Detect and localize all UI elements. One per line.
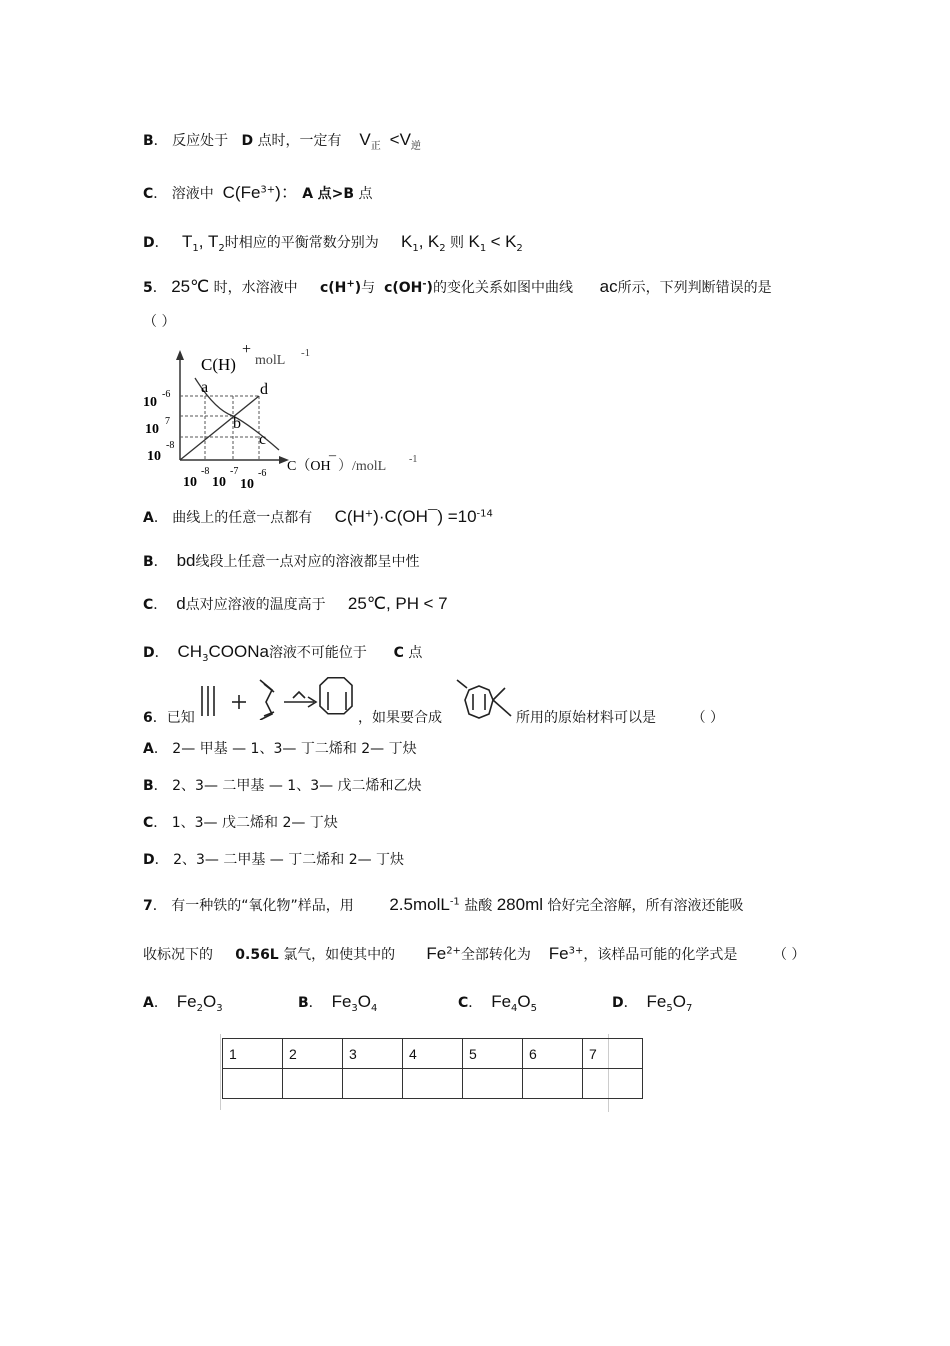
answer-cell[interactable] [403, 1069, 463, 1099]
stem-text: 时，水溶液中 [213, 280, 298, 296]
charge: 2+ [446, 945, 461, 957]
concentration: 2.5molL [389, 895, 450, 914]
answer-table-answer-row [223, 1069, 643, 1099]
y-tick: 10 [143, 395, 157, 410]
option-text: 2、3— 二甲基 — 丁二烯和 2— 丁炔 [173, 852, 405, 868]
x-tick: 10 [240, 477, 254, 492]
x-tick: 10 [212, 475, 226, 490]
answer-table [222, 1038, 643, 1099]
y-label: C(H) [201, 355, 236, 374]
option-text: 2、3— 二甲基 — 1、3— 戊二烯和乙炔 [172, 778, 422, 794]
q5-option-b: B． bd线段上任意一点对应的溶液都呈中性 [143, 551, 420, 570]
answer-table-header-row [223, 1039, 643, 1069]
y-axis-arrow-icon [176, 350, 184, 360]
formula-sub: 5 [530, 1002, 538, 1014]
q5-option-d: D． $CH_3COONa$溶液不可能位于 C 点 [143, 642, 423, 664]
y-tick-sup: -8 [166, 440, 175, 451]
formula-sub: 4 [511, 1002, 518, 1014]
charge: + [364, 508, 374, 520]
formula-sub: 2 [196, 1002, 203, 1014]
answer-cell[interactable] [343, 1069, 403, 1099]
t-subscript: 2 [218, 242, 225, 254]
formula: Fe [331, 992, 352, 1011]
option-letter: D [143, 235, 155, 251]
point-label: D [241, 133, 254, 149]
table-frame-left [220, 1034, 221, 1110]
x-tick-sup: -8 [201, 466, 210, 477]
stem-text: 所用的原始材料可以是 [516, 710, 656, 726]
stem-text: 已知 [166, 710, 195, 726]
k-subscript: 2 [439, 242, 446, 254]
answer-number: 5 [463, 1039, 523, 1069]
q5-answer-paren: （ ） [143, 314, 176, 330]
option-text: 溶液不可能位于 [268, 645, 367, 661]
temperature: 25 [171, 277, 191, 296]
option-text: 溶液中 [171, 186, 214, 202]
option-letter: B [298, 995, 309, 1011]
q7-option-a: A． $Fe_2O_3$ [143, 992, 223, 1014]
q6-option-d: D． 2、3— 二甲基 — 丁二烯和 2— 丁炔 [143, 852, 405, 868]
option-letter: A [143, 995, 154, 1011]
answer-number: 2 [283, 1039, 343, 1069]
stem-text: 盐酸 [464, 898, 493, 914]
answer-cell[interactable] [283, 1069, 343, 1099]
t-subscript: 1 [192, 242, 199, 254]
k-symbol: K [468, 232, 480, 251]
point-label: A [302, 186, 314, 202]
point-label-d: d [260, 381, 268, 398]
formula: O [202, 992, 217, 1011]
point-label: d [176, 594, 186, 613]
t-symbol: T [207, 232, 219, 251]
q4-option-c: C． 溶液中 $C(Fe^{3+})$： A 点>B 点 [143, 183, 373, 202]
comma: , [418, 232, 424, 251]
formula-sub: 7 [685, 1002, 693, 1014]
comma: , [198, 232, 204, 251]
compare: 点> [317, 186, 344, 202]
answer-number: 1 [223, 1039, 283, 1069]
conc-h: c(H [319, 280, 347, 296]
x-tick-sup: -6 [258, 468, 267, 479]
v-subscript: 正 [370, 140, 381, 152]
option-letter: B [143, 133, 154, 149]
k-symbol: K [400, 232, 413, 251]
k-symbol: K [505, 232, 517, 251]
x-unit-sup: -1 [409, 454, 418, 465]
question-number: 5 [143, 280, 153, 296]
q7-option-b: B． $Fe_3O_4$ [298, 992, 378, 1014]
answer-cell[interactable] [583, 1069, 643, 1099]
stem-text: 恰好完全溶解，所有溶液还能吸 [547, 898, 744, 914]
temperature: 25 [347, 594, 367, 613]
formula-sub: 3 [202, 652, 209, 664]
option-letter: D [143, 852, 155, 868]
q6-stem-start: 6．已知 [143, 710, 195, 726]
point-label: B [343, 186, 354, 202]
x-label: C（OH [287, 459, 331, 474]
x-tick-sup: -7 [230, 466, 239, 477]
formula: O [357, 992, 372, 1011]
y-unit-sup: -1 [301, 347, 311, 359]
k-subscript: 1 [479, 242, 487, 254]
option-letter: A [143, 741, 154, 757]
point-label-b: b [233, 415, 241, 432]
ion: Fe [426, 944, 447, 963]
answer-paren: （ ） [772, 947, 806, 963]
option-text: 曲线上的任意一点都有 [172, 510, 313, 526]
q6-option-b: B． 2、3— 二甲基 — 1、3— 戊二烯和乙炔 [143, 778, 422, 794]
v-subscript: 逆 [410, 140, 421, 152]
stem-text: 与 [361, 280, 376, 296]
q6-stem-mid: ，如果要合成 [358, 710, 442, 726]
exponent: -14 [476, 508, 493, 520]
question-number: 6 [143, 710, 153, 726]
expr: C(H [334, 507, 365, 526]
neutral-line-bd [180, 396, 259, 460]
y-tick-sup: -6 [162, 389, 171, 400]
q7-option-c: C． $Fe_4O_5$ [458, 992, 538, 1014]
stem-text: 的变化关系如图中曲线 [432, 280, 573, 296]
option-text: 点时，一定有 [257, 133, 342, 149]
formula: Fe [491, 992, 512, 1011]
formula: O [672, 992, 686, 1011]
volume: 280ml [496, 895, 544, 914]
option-letter: A [143, 510, 154, 526]
y-tick-sup: 7 [165, 416, 170, 427]
option-text: 点 [358, 186, 373, 202]
option-letter: C [143, 597, 154, 613]
y-unit: molL [255, 353, 286, 368]
q5-stem: 5． 25℃ 时，水溶液中 c(H+)与 c(OH-)的变化关系如图中曲线 ac所示，下列判断错误的是 [143, 277, 772, 296]
conc-oh: c(OH [384, 280, 423, 296]
option-letter: B [143, 554, 154, 570]
q5-graph [143, 340, 433, 492]
option-letter: C [143, 815, 154, 831]
charge: 3+ [260, 184, 276, 196]
option-text: 点 [408, 645, 423, 661]
answer-cell[interactable] [523, 1069, 583, 1099]
formula-sub: 5 [666, 1002, 673, 1014]
q7-stem-line1: 7． 有一种铁的“氧化物”样品，用 2.5molL$^{-1}$ 盐酸 280ml 恰好完全溶解，所有溶液还能吸 [143, 895, 744, 914]
option-text: 时相应的平衡常数分别为 [224, 235, 379, 251]
q6-stem-end [516, 708, 724, 728]
x-unit: ）/molL [338, 459, 387, 474]
formula-sub: 4 [371, 1002, 378, 1014]
point-label-c: c [259, 431, 267, 448]
y-tick: 10 [145, 422, 159, 437]
t-symbol: T [181, 232, 193, 251]
option-letter: C [143, 186, 154, 202]
q5-option-c: C． d点对应溶液的温度高于 25℃, PH < 7 [143, 594, 448, 613]
formula-sub: 3 [216, 1002, 223, 1014]
stem-text: 全部转化为 [460, 947, 531, 963]
stem-text: 有一种铁的“氧化物”样品，用 [171, 898, 354, 914]
target-product-structure [455, 678, 517, 722]
y-tick: 10 [147, 449, 161, 464]
answer-number: 7 [583, 1039, 643, 1069]
curve-label: ac [599, 277, 618, 296]
answer-paren: （ ） [691, 710, 725, 726]
stem-text: 所示，下列判断错误的是 [617, 280, 772, 296]
charge: + [346, 278, 355, 290]
option-text: 反应处于 [172, 133, 229, 149]
answer-number: 3 [343, 1039, 403, 1069]
option-letter: B [143, 778, 154, 794]
point-label-a: a [201, 379, 209, 396]
option-text: 线段上任意一点对应的溶液都呈中性 [195, 554, 420, 570]
k-symbol: K [427, 232, 440, 251]
paren-close: ) [426, 280, 433, 296]
ion: Fe [548, 944, 569, 963]
formula: Fe [646, 992, 667, 1011]
q7-stem-line2 [143, 944, 805, 965]
relation: < [490, 232, 501, 251]
x-tick: 10 [183, 475, 197, 490]
q4-option-d: D． $T_1$, $T_2$时相应的平衡常数分别为 $K_1$, $K_2$ 则 $K_1 < K_2$ [143, 232, 523, 254]
q7-option-d: D． $Fe_5O_7$ [612, 992, 693, 1014]
answer-cell[interactable] [223, 1069, 283, 1099]
q4-option-b: B． 反应处于 D 点时，一定有 $V_正 <V_逆$ [143, 130, 421, 152]
point-label: C [393, 645, 404, 661]
unit-exponent: -1 [449, 896, 460, 908]
stem-text: ，该样品可能的化学式是 [583, 947, 738, 963]
v-symbol: V [359, 130, 371, 149]
q6-option-c: C． 1、3— 戊二烯和 2— 丁炔 [143, 815, 338, 831]
segment-label: bd [176, 551, 196, 570]
ph-label: , PH [385, 594, 419, 613]
answer-number: 4 [403, 1039, 463, 1069]
formula: COONa [208, 642, 269, 661]
option-letter: C [458, 995, 469, 1011]
q5-option-a: A． 曲线上的任意一点都有 C(H+)·C(OH¯) $=10^{-14}$ [143, 507, 493, 526]
charge: - [422, 278, 427, 290]
paren-close: ) [354, 280, 362, 296]
degree: ℃ [190, 277, 210, 296]
degree: ℃ [366, 594, 386, 613]
question-number: 7 [143, 898, 153, 914]
answer-number: 6 [523, 1039, 583, 1069]
stem-text: 氯气，如使其中的 [283, 947, 396, 963]
relation: < 7 [423, 594, 448, 613]
charge: 3+ [568, 945, 584, 957]
conc-close: )： [275, 183, 298, 202]
relation: < [389, 130, 400, 149]
formula: O [517, 992, 531, 1011]
gas-volume: 0.56L [235, 947, 279, 963]
expr: ¯) =10 [427, 507, 477, 526]
answer-cell[interactable] [463, 1069, 523, 1099]
conc-expr: C(Fe [222, 183, 261, 202]
option-letter: D [612, 995, 624, 1011]
option-text: 1、3— 戊二烯和 2— 丁炔 [171, 815, 338, 831]
stem-text: 收标况下的 [143, 947, 213, 963]
k-subscript: 1 [412, 242, 419, 254]
q6-option-a: A． 2— 甲基 — 1、3— 丁二烯和 2— 丁炔 [143, 741, 417, 757]
then-text: 则 [450, 235, 465, 251]
option-letter: D [143, 645, 155, 661]
formula: Fe [176, 992, 197, 1011]
expr: )·C(OH [373, 507, 428, 526]
v-symbol: V [399, 130, 411, 149]
option-text: 2— 甲基 — 1、3— 丁二烯和 2— 丁炔 [172, 741, 417, 757]
option-text: 点对应溶液的温度高于 [185, 597, 326, 613]
formula: CH [177, 642, 203, 661]
k-subscript: 2 [516, 242, 523, 254]
x-label-minus: ¯ [329, 455, 336, 470]
y-label-plus: + [242, 341, 252, 358]
formula-sub: 3 [351, 1002, 358, 1014]
diels-alder-reaction-diagram [198, 676, 358, 720]
